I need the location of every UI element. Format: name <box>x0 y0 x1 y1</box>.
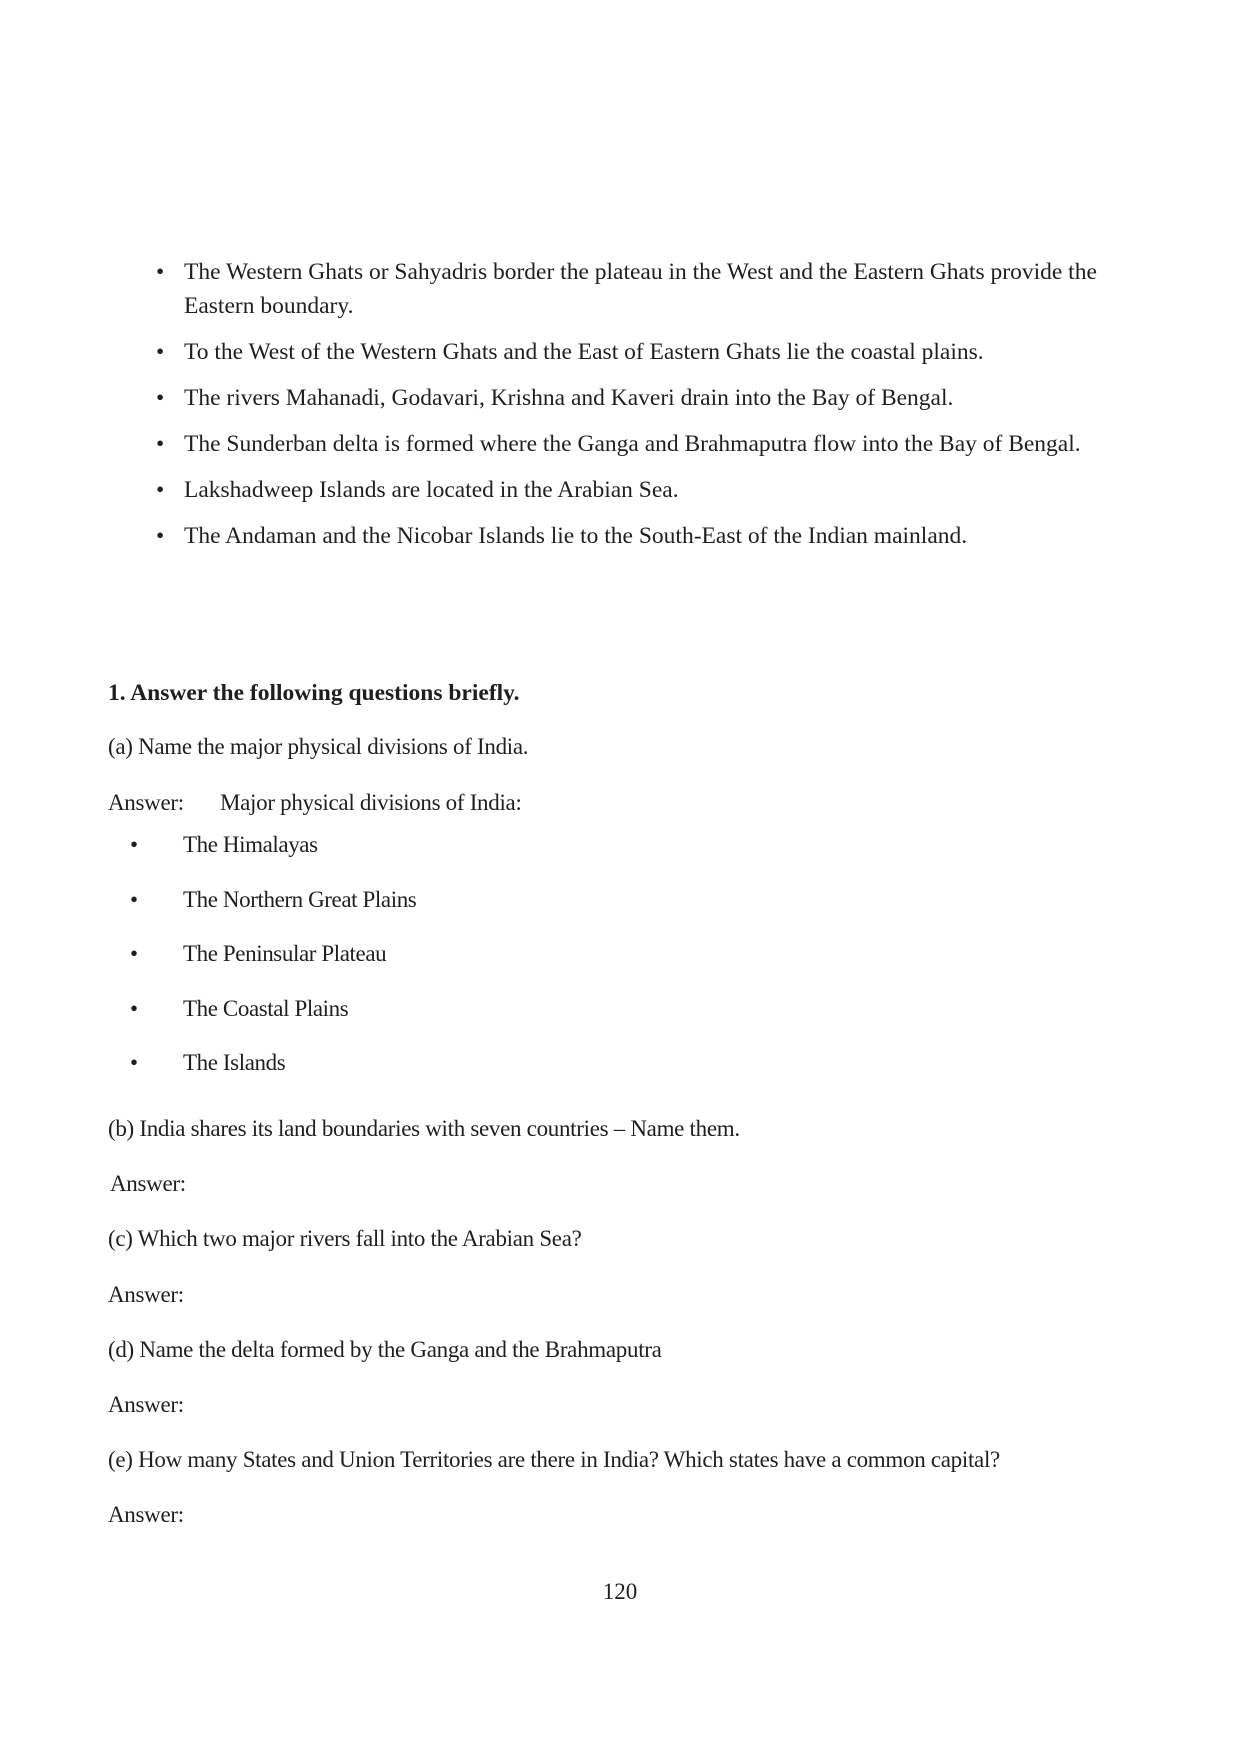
division-label: The Peninsular Plateau <box>183 941 387 966</box>
answer-intro: Major physical divisions of India: <box>220 790 522 815</box>
answer-a <box>108 786 522 820</box>
list-item <box>130 883 416 938</box>
bullet-icon: • <box>156 523 165 549</box>
summary-point <box>146 519 1126 553</box>
summary-point-text: The rivers Mahanadi, Godavari, Krishna and Kaveri drain into the Bay of Bengal. <box>184 385 954 411</box>
list-item <box>130 828 416 883</box>
question-e: (e) How many States and Union Territories are there in India? Which states have a common capital? <box>108 1447 1000 1472</box>
bullet-icon: • <box>130 886 138 912</box>
summary-point <box>146 427 1126 461</box>
bullet-icon: • <box>130 995 138 1021</box>
division-label: The Islands <box>183 1050 286 1075</box>
bullet-icon: • <box>156 339 165 365</box>
page-number: 120 <box>602 1579 638 1604</box>
summary-point-text: The Andaman and the Nicobar Islands lie to the South-East of the Indian mainland. <box>184 523 968 549</box>
exercise-heading: 1. Answer the following questions briefly. <box>108 680 520 706</box>
summary-list <box>146 255 1126 565</box>
bullet-icon: • <box>130 832 138 857</box>
list-item <box>130 992 416 1047</box>
bullet-icon: • <box>156 385 165 411</box>
question-b: (b) India shares its land boundaries with seven countries – Name them. <box>108 1116 740 1141</box>
division-label: The Coastal Plains <box>183 995 349 1021</box>
summary-point <box>146 381 1126 415</box>
bullet-icon: • <box>156 259 165 285</box>
bullet-icon: • <box>156 431 165 457</box>
division-label: The Himalayas <box>183 832 318 857</box>
answer-e-label: Answer: <box>108 1502 184 1527</box>
summary-point-text: The Sunderban delta is formed where the Ganga and Brahmaputra flow into the Bay of Bengal. <box>184 431 1081 457</box>
answer-d-label: Answer: <box>108 1392 184 1417</box>
summary-point-text: Lakshadweep Islands are located in the Arabian Sea. <box>184 477 679 503</box>
bullet-icon: • <box>130 1050 138 1075</box>
answer-c-label: Answer: <box>108 1282 184 1307</box>
list-item <box>130 1046 416 1101</box>
question-c: (c) Which two major rivers fall into the Arabian Sea? <box>108 1226 582 1251</box>
answer-b-label: Answer: <box>110 1171 186 1196</box>
summary-point <box>146 473 1126 507</box>
bullet-icon: • <box>130 941 138 966</box>
summary-point <box>146 335 1126 369</box>
division-label: The Northern Great Plains <box>183 886 417 912</box>
question-d: (d) Name the delta formed by the Ganga and the Brahmaputra <box>108 1337 662 1362</box>
divisions-list <box>130 828 416 1101</box>
question-a: (a) Name the major physical divisions of India. <box>108 734 529 759</box>
summary-point-text: To the West of the Western Ghats and the East of Eastern Ghats lie the coastal plains. <box>184 339 984 365</box>
answer-label: Answer: <box>108 790 184 815</box>
list-item <box>130 937 416 992</box>
summary-point <box>146 255 1126 323</box>
bullet-icon: • <box>156 477 165 503</box>
summary-point-text: The Western Ghats or Sahyadris border the plateau in the West and the Eastern Ghats provide the Eastern boundary. <box>184 259 1097 319</box>
